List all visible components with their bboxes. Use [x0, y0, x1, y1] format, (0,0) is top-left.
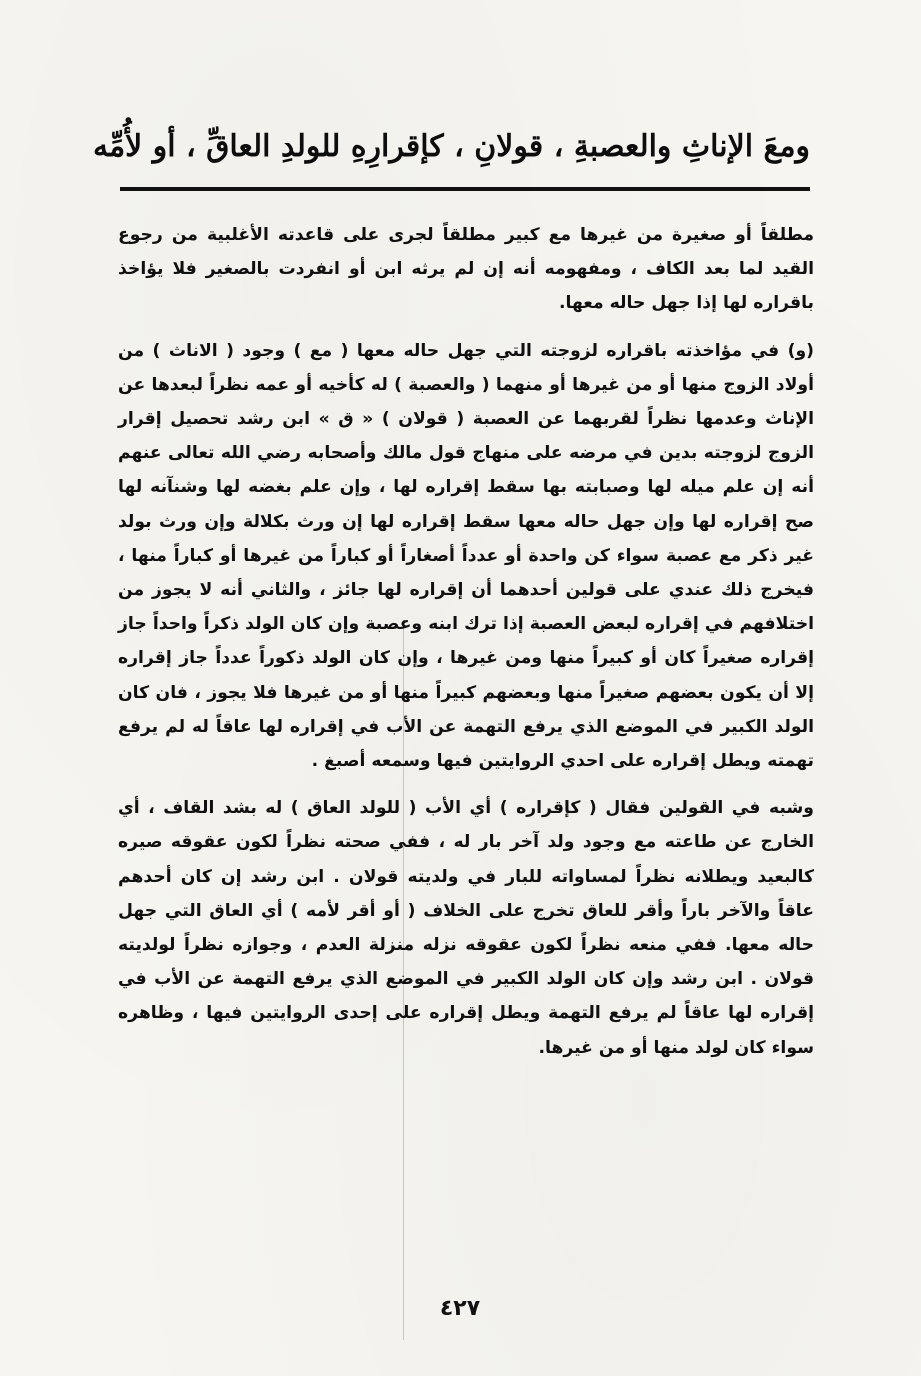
body-text: [118, 218, 814, 1065]
page-header: [93, 112, 810, 182]
page-number: ٤٢٧: [439, 1296, 481, 1321]
paragraph-1: مطلقاً أو صغيرة من غيرها مع كبير مطلقاً لجرى على قاعدته الأغلبية من رجوع القيد لما بعد الكاف ، ومفهومه أنه إن لم يرثه ابن أو انفردت بالصغير فلا يؤاخذ باقراره لها إذا جهل حاله معها.: [118, 225, 814, 314]
paragraph-3: وشبه في القولين فقال ( كإقراره ) أي الأب ( للولد العاق ) له بشد القاف ، أي الخارج عن طاعته مع وجود ولد آخر بار له ، ففي صحته نظراً لكون عقوقه صيره كالبعيد ويطلانه نظراً لمساواته للبار في ولديته قولان . ابن رشد إن كان أحدهم عاقاً والآخر باراً وأقر للعاق تخرج على الخلاف ( أو أقر لأمه ) أي العاق التي جهل حاله معها. ففي منعه نظراً لكون عقوقه نزله منزلة العدم ، وجوازه نظراً لولديته قولان . ابن رشد وإن كان الولد الكبير في الموضع الذي يرفع التهمة عن الأب في إقراره لها عاقاً لم يرفع التهمة ويطل إقراره على إحدى الروايتين فيها ، وظاهره سواء كان لولد منها أو من غيرها.: [118, 798, 814, 1058]
page-fold-line: [403, 620, 404, 1340]
paragraph-2: (و) في مؤاخذته باقراره لزوجته التي جهل حاله معها ( مع ) وجود ( الاناث ) من أولاد الزوج منها أو من غيرها أو منهما ( والعصبة ) له كأخيه أو عمه نظراً لبعدها عن الإناث وعدمها نظراً لقربهما عن العصبة ( قولان ) « ق » ابن رشد تحصيل إقرار الزوج لزوجته بدين في مرضه على منهاج قول مالك وأصحابه رضي الله تعالى عنهم أنه إن علم ميله لها وصبابته بها سقط إقراره لها ، وإن علم بغضه لها وشنآنه لها صح إقراره لها وإن جهل حاله معها سقط إقراره لها إن ورث بكلالة وإن ورث بولد غير ذكر مع عصبة سواء كن واحدة أو عدداً أصغاراً أو كباراً من غيرها أو كباراً منها ، فيخرج ذلك عندي على قولين أحدهما أن إقراره لها جائز ، والثاني أنه لا يجوز من اختلافهم في إقراره لبعض العصبة إذا ترك ابنه وعصبة وإن كان الولد ذكراً واحداً جاز إقراره صغيراً كان أو كبيراً منها ومن غيرها ، وإن كان الولد ذكوراً عدداً جاز إقراره إلا أن يكون بعضهم صغيراً منها وبعضهم كبيراً منها أو من غيرها فلا يجوز ، فان كان الولد الكبير في الموضع الذي يرفع التهمة عن الأب في إقراره لها عاقاً له لم يرفع تهمته ويطل إقراره على احدي الروايتين فيها وسمعه أصبغ .: [118, 340, 814, 772]
header-title: ومعَ الإناثِ والعصبةِ ، قولانِ ، كإقرارِهِ للولدِ العاقِّ ، أو لأُمِّه: [93, 129, 810, 164]
header-rule: [120, 187, 810, 191]
